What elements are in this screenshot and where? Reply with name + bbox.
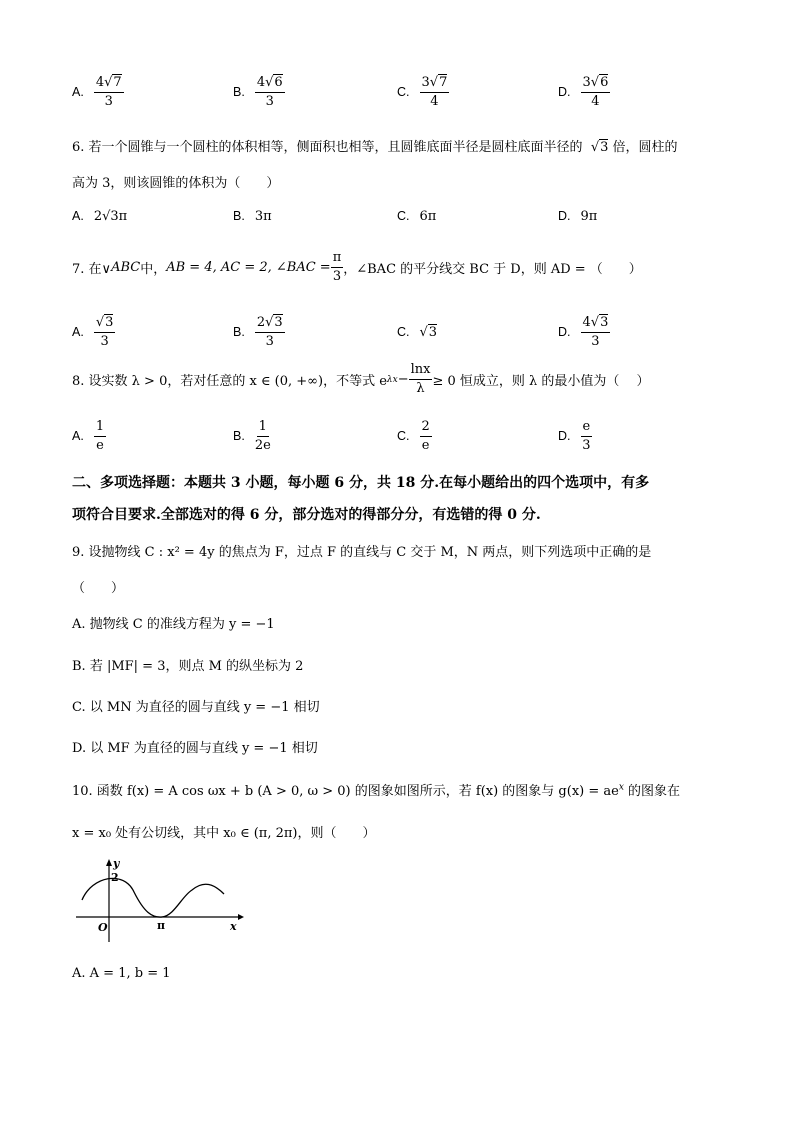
y-axis-arrow-icon [106, 859, 112, 866]
q6-stem-line1: 6. 若一个圆锥与一个圆柱的体积相等，侧面积也相等，且圆锥底面半径是圆柱底面半径的 √3 倍，圆柱的 [72, 140, 678, 155]
q8-option-c[interactable]: C. $\frac{2}{e}$ [397, 418, 430, 453]
section2-heading-line1: 二、多项选择题：本题共 3 小题，每小题 6 分，共 18 分.在每小题给出的四个选项中，有多 [72, 475, 650, 491]
q9-option-a[interactable]: A. 抛物线 C 的准线方程为 y = −1 [72, 617, 275, 632]
x-axis-arrow-icon [238, 914, 244, 920]
section2-heading-line2: 项符合目要求.全部选对的得 6 分，部分选对的得部分分，有选错的得 0 分. [72, 507, 541, 523]
option-label: B. [233, 85, 245, 99]
q5-option-c[interactable]: C. $\frac{3√7}{4}$ [397, 74, 448, 109]
q6-option-a[interactable]: A. 2√3π [72, 208, 128, 224]
q5-option-d[interactable]: D. $\frac{3√6}{4}$ [558, 74, 609, 109]
q8-option-a[interactable]: A. $\frac{1}{e}$ [72, 418, 105, 453]
q7-option-c[interactable]: C. √3 [397, 324, 438, 340]
q9-option-c[interactable]: C. 以 MN 为直径的圆与直线 y = −1 相切 [72, 700, 320, 715]
pi-over-3: $\frac{\pi}{3}$ [332, 250, 342, 284]
x-tick-pi: π [157, 919, 166, 932]
lnx-over-lambda: $\frac{\ln x}{\lambda}$ [410, 362, 431, 396]
q6-stem-line2: 高为 3，则该圆锥的体积为（ ） [72, 176, 280, 191]
q9-stem-line2: （ ） [72, 581, 125, 596]
q7-stem: 7. 在∨ ABC 中， AB = 4, AC = 2, ∠BAC = $\frac{\pi}{3}$ ，∠BAC 的平分线交 BC 于 D，则 AD = （ ） [72, 250, 642, 284]
q10-option-a[interactable]: A. A = 1, b = 1 [72, 966, 171, 981]
q5-option-b[interactable]: B. $\frac{4√6}{3}$ [233, 74, 283, 109]
q9-option-b[interactable]: B. 若 |MF| = 3，则点 M 的纵坐标为 2 [72, 659, 304, 674]
q8-stem: 8. 设实数 λ > 0，若对任意的 x ∈ (0, +∞)，不等式 e λx − $\frac{\ln x}{\lambda}$ ≥ 0 恒成立，则 λ 的最小值为（ ） [72, 362, 650, 396]
q7-option-b[interactable]: B. $\frac{2√3}{3}$ [233, 314, 283, 349]
y-tick-2: 2 [111, 871, 119, 884]
option-label: D. [558, 85, 571, 99]
x-axis-label: x [230, 920, 237, 933]
q6-option-d[interactable]: D. 9π [558, 208, 598, 224]
q10-stem-line2: x = x₀ 处有公切线，其中 x₀ ∈ (π, 2π)，则（ ） [72, 826, 376, 841]
y-axis-label: y [113, 857, 120, 870]
q6-option-b[interactable]: B. 3π [233, 208, 272, 224]
q7-option-a[interactable]: A. $\frac{√3}{3}$ [72, 314, 114, 349]
q7-option-d[interactable]: D. $\frac{4√3}{3}$ [558, 314, 609, 349]
option-label: C. [397, 85, 410, 99]
origin-label: O [98, 921, 108, 934]
q9-stem-line1: 9. 设抛物线 C : x² = 4y 的焦点为 F，过点 F 的直线与 C 交于 M，N 两点，则下列选项中正确的是 [72, 545, 652, 560]
q8-option-d[interactable]: D. $\frac{e}{3}$ [558, 418, 591, 453]
cosine-curve [82, 878, 224, 917]
option-label: A. [72, 85, 84, 99]
sqrt-3: √3 [586, 140, 609, 155]
q10-stem-line1: 10. 函数 f(x) = A cos ωx + b (A > 0, ω > 0) 的图象如图所示，若 f(x) 的图象与 $g(x) = ae^x$ 的图象在 [72, 782, 681, 799]
q8-option-b[interactable]: B. $\frac{1}{2e}$ [233, 418, 271, 453]
q9-option-d[interactable]: D. 以 MF 为直径的圆与直线 y = −1 相切 [72, 741, 318, 756]
q6-option-c[interactable]: C. 6π [397, 208, 437, 224]
q10-cosine-graph [72, 856, 247, 946]
q5-option-a[interactable]: A. $\frac{4√7}{3}$ [72, 74, 122, 109]
